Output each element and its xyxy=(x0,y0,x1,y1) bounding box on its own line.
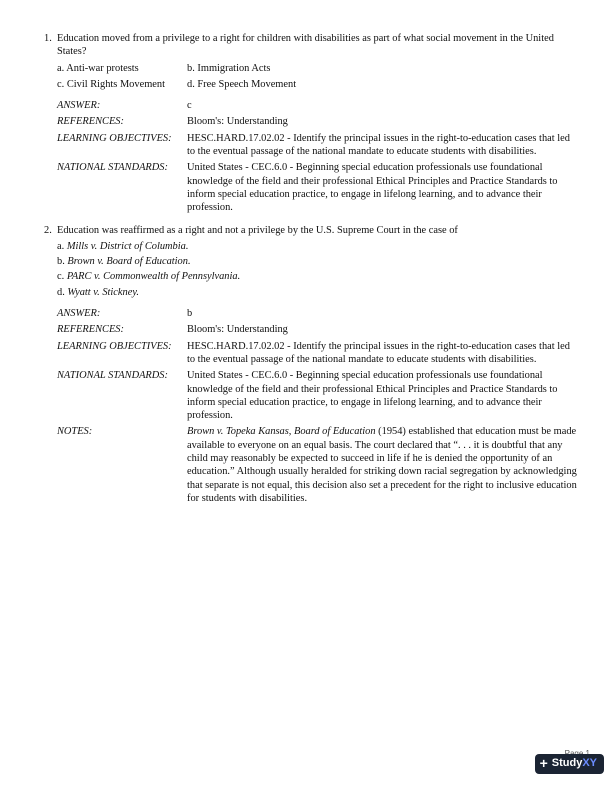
choice-d: d. Free Speech Movement xyxy=(187,78,297,90)
references-value: Bloom's: Understanding xyxy=(187,116,288,128)
answer-value: c xyxy=(187,100,192,112)
question-stem xyxy=(44,224,578,237)
brand-accent: XY xyxy=(582,757,597,770)
question-number: 2. xyxy=(44,224,52,236)
national-standards-label: NATIONAL STANDARDS: xyxy=(57,370,168,382)
question-stem xyxy=(44,32,578,59)
notes-case-name: Brown v. Topeka Kansas, Board of Education xyxy=(187,426,376,438)
learning-objectives-row xyxy=(57,340,578,367)
question-metadata xyxy=(57,307,578,505)
plus-icon: + xyxy=(539,755,548,772)
notes-text: (1954) established that education must be made available to everyone on an equal basis. The court declared that “. . . it is doubtful that any child may reasonably be expected to succeed in life if he is denied the opportunity of an education.” Although usually heralded for striking down racial segregation by acknowledging that separate is not equal, this decision also set a precedent for the right to inclusive education for students with disabilities. xyxy=(187,426,577,504)
question-2 xyxy=(44,224,578,506)
national-standards-row xyxy=(57,369,578,422)
answer-value: b xyxy=(187,308,193,320)
learning-objectives-label: LEARNING OBJECTIVES: xyxy=(57,132,172,144)
brand-name: Study xyxy=(551,757,583,770)
notes-row xyxy=(57,425,578,505)
choice-a: a. Anti-war protests xyxy=(57,62,139,74)
references-row xyxy=(57,115,578,128)
question-list xyxy=(44,32,578,514)
question-text: Education was reaffirmed as a right and not a privilege by the U.S. Supreme Court in the case of xyxy=(57,224,458,236)
answer-label: ANSWER: xyxy=(57,308,101,320)
learning-objectives-label: LEARNING OBJECTIVES: xyxy=(57,340,172,352)
notes-value xyxy=(187,425,578,505)
choice-b: b. Brown v. Board of Education. xyxy=(57,256,191,268)
question-text: Education moved from a privilege to a right for children with disabilities as part of what social movement in the United States? xyxy=(57,33,554,58)
national-standards-value: United States - CEC.6.0 - Beginning special education professionals use foundational knowledge of the field and their professional Ethical Principles and Practice Standards to inform special education practice, to engage in lifelong learning, and to advance their profession. xyxy=(187,370,558,422)
national-standards-row xyxy=(57,161,578,214)
answer-choices xyxy=(57,62,578,92)
national-standards-label: NATIONAL STANDARDS: xyxy=(57,162,168,174)
studyxy-badge[interactable] xyxy=(535,754,604,774)
answer-choices xyxy=(57,240,578,299)
question-1 xyxy=(44,32,578,215)
choice-c: c. PARC v. Commonwealth of Pennsylvania. xyxy=(57,271,241,283)
learning-objectives-row xyxy=(57,132,578,159)
choice-c: c. Civil Rights Movement xyxy=(57,78,165,90)
answer-label: ANSWER: xyxy=(57,100,101,112)
references-label: REFERENCES: xyxy=(57,324,124,336)
references-row xyxy=(57,323,578,336)
notes-label: NOTES: xyxy=(57,426,93,438)
learning-objectives-value: HESC.HARD.17.02.02 - Identify the principal issues in the right-to-education cases that led to the eventual passage of the national mandate to educate students with disabilities. xyxy=(187,340,570,365)
learning-objectives-value: HESC.HARD.17.02.02 - Identify the principal issues in the right-to-education cases that led to the eventual passage of the national mandate to educate students with disabilities. xyxy=(187,132,570,158)
choice-b: b. Immigration Acts xyxy=(187,62,271,74)
national-standards-value: United States - CEC.6.0 - Beginning special education professionals use foundational knowledge of the field and their professional Ethical Principles and Practice Standards to inform special education practice, to engage in lifelong learning, and to advance their profession. xyxy=(187,162,558,214)
question-number: 1. xyxy=(44,33,52,44)
answer-row xyxy=(57,99,578,112)
question-metadata xyxy=(57,99,578,214)
references-value: Bloom's: Understanding xyxy=(187,324,288,336)
choice-a: a. Mills v. District of Columbia. xyxy=(57,240,189,252)
answer-row xyxy=(57,307,578,320)
references-label: REFERENCES: xyxy=(57,116,124,128)
choice-d: d. Wyatt v. Stickney. xyxy=(57,286,139,298)
